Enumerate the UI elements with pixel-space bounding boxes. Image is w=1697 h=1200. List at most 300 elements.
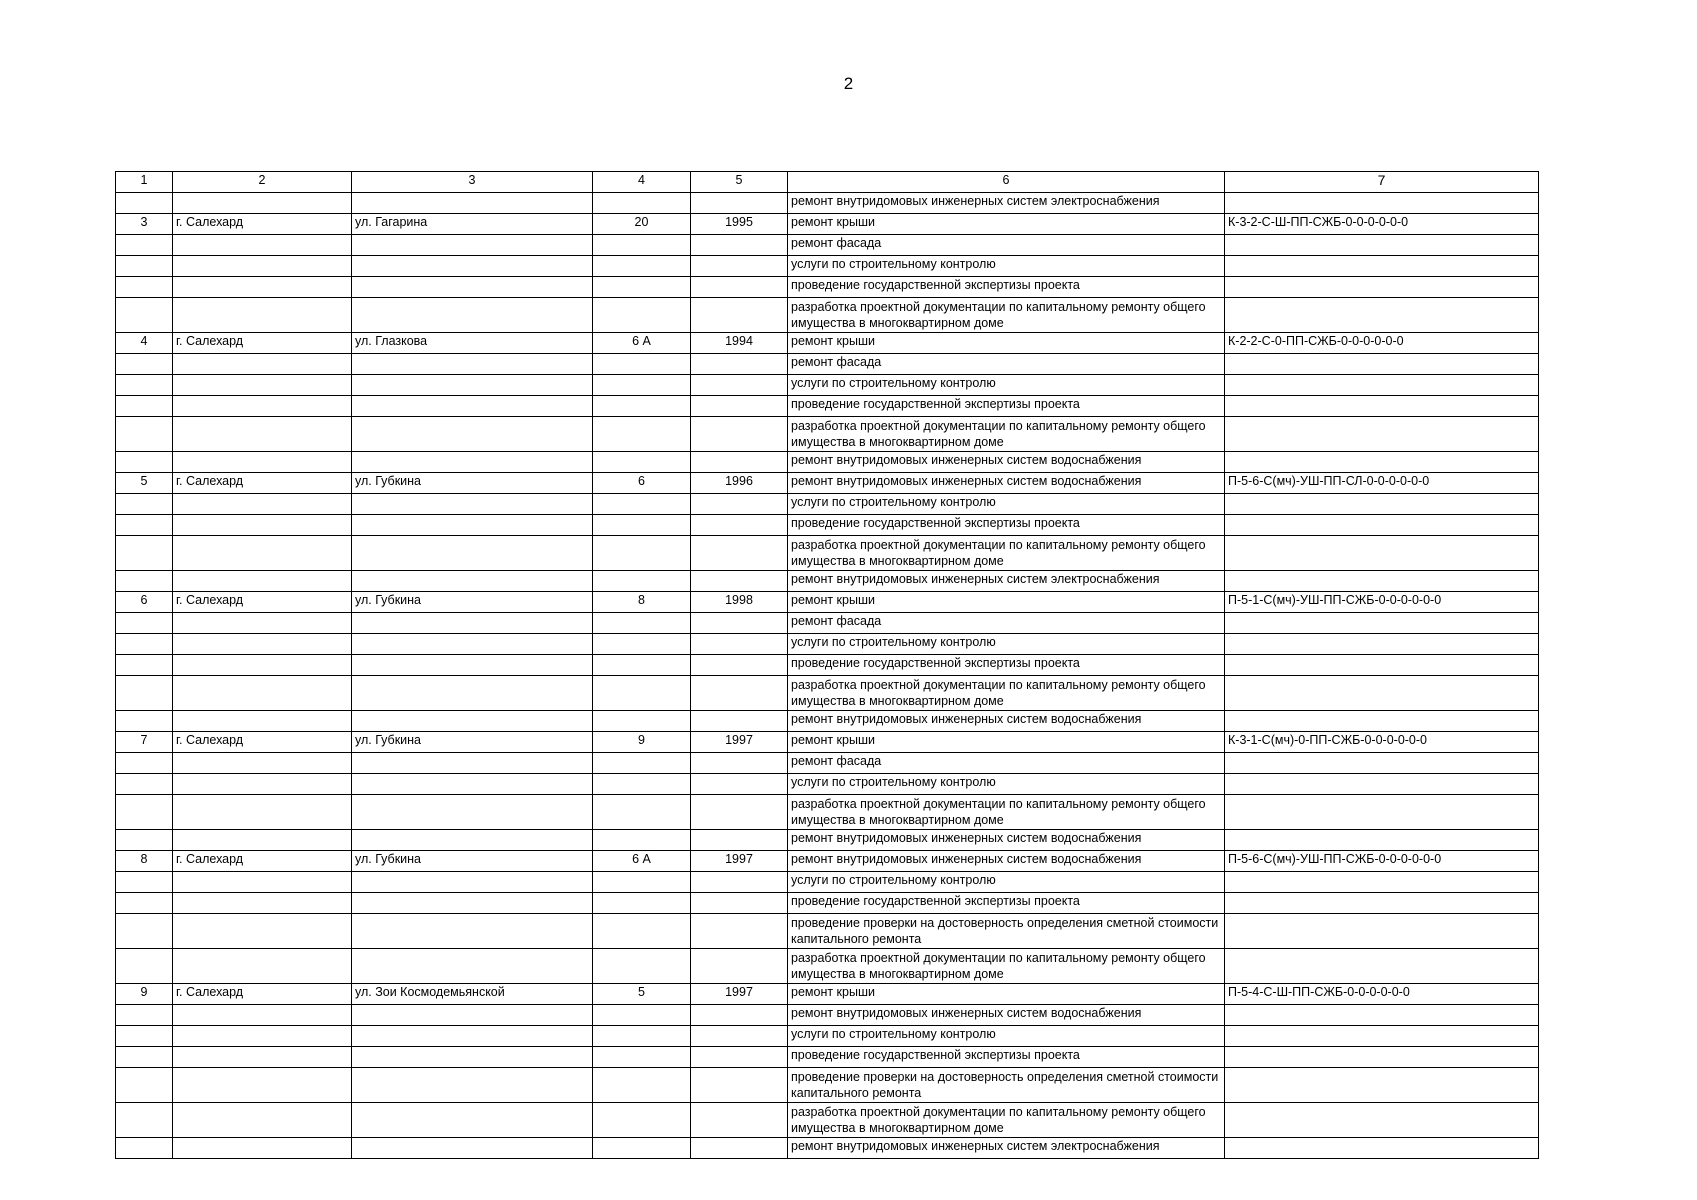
cell-work-type: ремонт внутридомовых инженерных систем водоснабжения [788, 711, 1225, 732]
header-cell: 4 [593, 172, 691, 193]
cell-street [352, 536, 593, 571]
cell-street [352, 375, 593, 396]
cell-street: ул. Гагарина [352, 214, 593, 235]
table-row [116, 1005, 1539, 1026]
cell-street: ул. Губкина [352, 473, 593, 494]
cell-building-code [1225, 655, 1539, 676]
cell-work-type: ремонт внутридомовых инженерных систем водоснабжения [788, 1005, 1225, 1026]
cell-index [116, 914, 173, 949]
cell-house-number: 6 А [593, 333, 691, 354]
table-row [116, 872, 1539, 893]
cell-work-type: проведение государственной экспертизы проекта [788, 655, 1225, 676]
cell-house-number [593, 795, 691, 830]
cell-work-type: ремонт фасада [788, 235, 1225, 256]
cell-house-number [593, 676, 691, 711]
cell-index [116, 1005, 173, 1026]
page-number: 2 [843, 74, 854, 93]
cell-index [116, 571, 173, 592]
cell-year [691, 396, 788, 417]
cell-year [691, 711, 788, 732]
cell-city [173, 298, 352, 333]
table-row [116, 774, 1539, 795]
cell-street [352, 753, 593, 774]
cell-work-type: разработка проектной документации по капитальному ремонту общего имущества в многоквартирном доме [788, 949, 1225, 984]
cell-year [691, 795, 788, 830]
cell-house-number [593, 1138, 691, 1159]
cell-index [116, 613, 173, 634]
cell-street [352, 774, 593, 795]
table-row [116, 298, 1539, 333]
cell-street [352, 914, 593, 949]
cell-index [116, 1047, 173, 1068]
table-row [116, 914, 1539, 949]
cell-street [352, 676, 593, 711]
cell-city [173, 676, 352, 711]
cell-city [173, 1005, 352, 1026]
table-row [116, 1026, 1539, 1047]
table-header [116, 172, 1539, 193]
cell-city: г. Салехард [173, 333, 352, 354]
cell-year [691, 872, 788, 893]
cell-house-number [593, 914, 691, 949]
cell-city [173, 536, 352, 571]
cell-building-code [1225, 256, 1539, 277]
cell-house-number [593, 830, 691, 851]
cell-building-code [1225, 571, 1539, 592]
cell-building-code [1225, 354, 1539, 375]
cell-year [691, 536, 788, 571]
table-row [116, 732, 1539, 753]
cell-year [691, 1005, 788, 1026]
cell-house-number [593, 613, 691, 634]
cell-city [173, 613, 352, 634]
cell-house-number [593, 774, 691, 795]
cell-year [691, 417, 788, 452]
cell-index: 6 [116, 592, 173, 613]
cell-index [116, 1026, 173, 1047]
table-row [116, 634, 1539, 655]
cell-year [691, 914, 788, 949]
cell-work-type: услуги по строительному контролю [788, 1026, 1225, 1047]
cell-index [116, 396, 173, 417]
cell-street: ул. Зои Космодемьянской [352, 984, 593, 1005]
cell-year [691, 1103, 788, 1138]
cell-city [173, 795, 352, 830]
cell-street [352, 1103, 593, 1138]
cell-building-code [1225, 298, 1539, 333]
cell-year [691, 893, 788, 914]
cell-year [691, 277, 788, 298]
cell-year [691, 375, 788, 396]
cell-index [116, 536, 173, 571]
cell-year [691, 1047, 788, 1068]
cell-city [173, 949, 352, 984]
cell-year [691, 949, 788, 984]
cell-work-type: проведение государственной экспертизы проекта [788, 1047, 1225, 1068]
cell-work-type: разработка проектной документации по капитальному ремонту общего имущества в многоквартирном доме [788, 417, 1225, 452]
cell-street [352, 417, 593, 452]
cell-street [352, 613, 593, 634]
table-row [116, 711, 1539, 732]
cell-building-code [1225, 914, 1539, 949]
table-row [116, 214, 1539, 235]
cell-year [691, 1026, 788, 1047]
cell-work-type: услуги по строительному контролю [788, 774, 1225, 795]
cell-year [691, 235, 788, 256]
cell-city [173, 452, 352, 473]
cell-city [173, 753, 352, 774]
cell-building-code: К-3-2-С-Ш-ПП-СЖБ-0-0-0-0-0-0 [1225, 214, 1539, 235]
table-row [116, 949, 1539, 984]
cell-building-code [1225, 193, 1539, 214]
cell-work-type: ремонт внутридомовых инженерных систем водоснабжения [788, 830, 1225, 851]
cell-street [352, 256, 593, 277]
cell-building-code [1225, 1026, 1539, 1047]
cell-index [116, 452, 173, 473]
cell-index: 7 [116, 732, 173, 753]
cell-city [173, 655, 352, 676]
cell-work-type: ремонт крыши [788, 333, 1225, 354]
cell-index [116, 193, 173, 214]
table-row [116, 1047, 1539, 1068]
cell-building-code: П-5-6-С(мч)-УШ-ПП-СЛ-0-0-0-0-0-0 [1225, 473, 1539, 494]
cell-index [116, 634, 173, 655]
header-cell: 5 [691, 172, 788, 193]
cell-index [116, 774, 173, 795]
cell-street [352, 396, 593, 417]
cell-house-number: 8 [593, 592, 691, 613]
cell-index: 9 [116, 984, 173, 1005]
cell-year: 1996 [691, 473, 788, 494]
cell-index [116, 830, 173, 851]
cell-building-code: П-5-1-С(мч)-УШ-ПП-СЖБ-0-0-0-0-0-0 [1225, 592, 1539, 613]
cell-building-code [1225, 774, 1539, 795]
cell-year [691, 655, 788, 676]
table-row [116, 851, 1539, 872]
cell-house-number [593, 634, 691, 655]
cell-city [173, 417, 352, 452]
cell-index [116, 676, 173, 711]
cell-street [352, 193, 593, 214]
cell-street [352, 795, 593, 830]
cell-building-code [1225, 277, 1539, 298]
cell-work-type: ремонт крыши [788, 592, 1225, 613]
cell-street: ул. Губкина [352, 592, 593, 613]
cell-year: 1997 [691, 851, 788, 872]
cell-work-type: ремонт фасада [788, 753, 1225, 774]
cell-building-code [1225, 452, 1539, 473]
table-row [116, 375, 1539, 396]
table-row [116, 1138, 1539, 1159]
cell-building-code [1225, 417, 1539, 452]
cell-street: ул. Глазкова [352, 333, 593, 354]
cell-index [116, 1138, 173, 1159]
header-cell: 6 [788, 172, 1225, 193]
cell-year [691, 1068, 788, 1103]
table-row [116, 655, 1539, 676]
cell-work-type: разработка проектной документации по капитальному ремонту общего имущества в многоквартирном доме [788, 795, 1225, 830]
cell-work-type: ремонт внутридомовых инженерных систем электроснабжения [788, 193, 1225, 214]
header-row [116, 172, 1539, 193]
cell-building-code [1225, 613, 1539, 634]
cell-year [691, 634, 788, 655]
cell-house-number: 5 [593, 984, 691, 1005]
cell-year: 1998 [691, 592, 788, 613]
cell-index: 3 [116, 214, 173, 235]
cell-index [116, 711, 173, 732]
cell-city [173, 277, 352, 298]
table-row [116, 830, 1539, 851]
cell-building-code [1225, 1103, 1539, 1138]
cell-work-type: проведение проверки на достоверность определения сметной стоимости капитального ремонта [788, 914, 1225, 949]
cell-year [691, 613, 788, 634]
cell-work-type: ремонт внутридомовых инженерных систем электроснабжения [788, 571, 1225, 592]
cell-work-type: ремонт внутридомовых инженерных систем водоснабжения [788, 473, 1225, 494]
cell-work-type: ремонт крыши [788, 732, 1225, 753]
cell-house-number [593, 753, 691, 774]
cell-index [116, 277, 173, 298]
cell-city [173, 354, 352, 375]
table-row [116, 893, 1539, 914]
cell-year [691, 774, 788, 795]
table-row [116, 333, 1539, 354]
cell-house-number [593, 893, 691, 914]
cell-city: г. Салехард [173, 473, 352, 494]
cell-city [173, 1026, 352, 1047]
table-row [116, 536, 1539, 571]
cell-house-number [593, 1026, 691, 1047]
cell-work-type: услуги по строительному контролю [788, 375, 1225, 396]
cell-house-number [593, 256, 691, 277]
cell-work-type: ремонт внутридомовых инженерных систем водоснабжения [788, 851, 1225, 872]
cell-index: 5 [116, 473, 173, 494]
cell-index: 8 [116, 851, 173, 872]
table-row [116, 473, 1539, 494]
cell-index [116, 872, 173, 893]
cell-year: 1994 [691, 333, 788, 354]
cell-building-code [1225, 634, 1539, 655]
cell-street: ул. Губкина [352, 851, 593, 872]
table-row [116, 592, 1539, 613]
table-row [116, 256, 1539, 277]
cell-street [352, 1026, 593, 1047]
cell-house-number [593, 655, 691, 676]
cell-index [116, 354, 173, 375]
cell-house-number [593, 277, 691, 298]
cell-street [352, 494, 593, 515]
cell-city: г. Салехард [173, 214, 352, 235]
cell-index [116, 753, 173, 774]
cell-year [691, 256, 788, 277]
cell-year [691, 571, 788, 592]
cell-work-type: разработка проектной документации по капитальному ремонту общего имущества в многоквартирном доме [788, 298, 1225, 333]
cell-house-number [593, 354, 691, 375]
cell-street [352, 1047, 593, 1068]
cell-building-code: П-5-6-С(мч)-УШ-ПП-СЖБ-0-0-0-0-0-0 [1225, 851, 1539, 872]
table-row [116, 396, 1539, 417]
cell-street [352, 711, 593, 732]
cell-street [352, 235, 593, 256]
cell-work-type: разработка проектной документации по капитальному ремонту общего имущества в многоквартирном доме [788, 1103, 1225, 1138]
cell-house-number [593, 298, 691, 333]
cell-index [116, 655, 173, 676]
table-row [116, 571, 1539, 592]
cell-year: 1997 [691, 732, 788, 753]
cell-house-number [593, 452, 691, 473]
cell-building-code [1225, 375, 1539, 396]
cell-year: 1997 [691, 984, 788, 1005]
cell-index [116, 1103, 173, 1138]
cell-work-type: ремонт внутридомовых инженерных систем электроснабжения [788, 1138, 1225, 1159]
cell-street [352, 515, 593, 536]
table-row [116, 193, 1539, 214]
cell-city [173, 634, 352, 655]
cell-street [352, 655, 593, 676]
cell-house-number [593, 396, 691, 417]
cell-work-type: разработка проектной документации по капитальному ремонту общего имущества в многоквартирном доме [788, 676, 1225, 711]
cell-year [691, 676, 788, 711]
table-row [116, 515, 1539, 536]
cell-city [173, 872, 352, 893]
cell-building-code: П-5-4-С-Ш-ПП-СЖБ-0-0-0-0-0-0 [1225, 984, 1539, 1005]
cell-year [691, 830, 788, 851]
cell-house-number [593, 1005, 691, 1026]
cell-house-number [593, 1103, 691, 1138]
cell-year [691, 494, 788, 515]
cell-street [352, 949, 593, 984]
cell-year [691, 354, 788, 375]
cell-city [173, 711, 352, 732]
cell-building-code [1225, 872, 1539, 893]
cell-house-number [593, 536, 691, 571]
cell-building-code [1225, 235, 1539, 256]
table-row [116, 452, 1539, 473]
cell-house-number: 6 А [593, 851, 691, 872]
cell-city [173, 1068, 352, 1103]
cell-work-type: ремонт крыши [788, 214, 1225, 235]
header-cell: 3 [352, 172, 593, 193]
cell-work-type: ремонт крыши [788, 984, 1225, 1005]
cell-city [173, 256, 352, 277]
cell-index [116, 417, 173, 452]
cell-building-code: К-3-1-С(мч)-0-ПП-СЖБ-0-0-0-0-0-0 [1225, 732, 1539, 753]
table-body [116, 193, 1539, 1159]
cell-street [352, 354, 593, 375]
cell-index [116, 1068, 173, 1103]
cell-index [116, 795, 173, 830]
cell-house-number [593, 375, 691, 396]
cell-year [691, 1138, 788, 1159]
cell-house-number [593, 515, 691, 536]
cell-work-type: услуги по строительному контролю [788, 494, 1225, 515]
cell-street: ул. Губкина [352, 732, 593, 753]
cell-house-number [593, 494, 691, 515]
cell-year [691, 193, 788, 214]
cell-house-number [593, 193, 691, 214]
cell-year [691, 753, 788, 774]
cell-house-number [593, 872, 691, 893]
cell-building-code [1225, 1047, 1539, 1068]
cell-building-code [1225, 536, 1539, 571]
cell-index [116, 256, 173, 277]
cell-year [691, 298, 788, 333]
cell-building-code [1225, 795, 1539, 830]
cell-house-number: 6 [593, 473, 691, 494]
cell-city [173, 830, 352, 851]
cell-building-code [1225, 396, 1539, 417]
cell-street [352, 893, 593, 914]
cell-index [116, 515, 173, 536]
cell-building-code [1225, 515, 1539, 536]
table-row [116, 753, 1539, 774]
table-row [116, 235, 1539, 256]
repair-schedule-table-wrap [115, 171, 1539, 1159]
cell-building-code [1225, 1138, 1539, 1159]
table-row [116, 354, 1539, 375]
cell-work-type: ремонт фасада [788, 613, 1225, 634]
cell-house-number [593, 417, 691, 452]
cell-work-type: проведение государственной экспертизы проекта [788, 277, 1225, 298]
cell-house-number [593, 949, 691, 984]
cell-work-type: проведение государственной экспертизы проекта [788, 893, 1225, 914]
cell-index [116, 494, 173, 515]
table-row [116, 1068, 1539, 1103]
cell-street [352, 830, 593, 851]
cell-street [352, 1068, 593, 1103]
cell-work-type: услуги по строительному контролю [788, 256, 1225, 277]
cell-house-number [593, 571, 691, 592]
cell-index: 4 [116, 333, 173, 354]
cell-house-number: 20 [593, 214, 691, 235]
cell-city [173, 914, 352, 949]
cell-building-code [1225, 676, 1539, 711]
header-cell: 7 [1225, 172, 1539, 193]
cell-house-number: 9 [593, 732, 691, 753]
cell-city [173, 893, 352, 914]
cell-street [352, 1005, 593, 1026]
table-row [116, 417, 1539, 452]
cell-street [352, 298, 593, 333]
cell-work-type: услуги по строительному контролю [788, 634, 1225, 655]
cell-city [173, 375, 352, 396]
cell-city [173, 571, 352, 592]
table-row [116, 494, 1539, 515]
header-cell: 1 [116, 172, 173, 193]
cell-street [352, 1138, 593, 1159]
cell-street [352, 872, 593, 893]
cell-building-code [1225, 893, 1539, 914]
table-row [116, 613, 1539, 634]
cell-building-code [1225, 1068, 1539, 1103]
cell-street [352, 452, 593, 473]
cell-building-code [1225, 1005, 1539, 1026]
cell-city [173, 235, 352, 256]
cell-house-number [593, 1047, 691, 1068]
cell-city: г. Салехард [173, 732, 352, 753]
table-row [116, 676, 1539, 711]
cell-building-code [1225, 711, 1539, 732]
cell-building-code [1225, 830, 1539, 851]
table-row [116, 277, 1539, 298]
cell-city [173, 1103, 352, 1138]
cell-house-number [593, 1068, 691, 1103]
table-row [116, 795, 1539, 830]
cell-work-type: проведение проверки на достоверность определения сметной стоимости капитального ремонта [788, 1068, 1225, 1103]
repair-schedule-table [115, 171, 1539, 1159]
cell-building-code [1225, 949, 1539, 984]
cell-index [116, 893, 173, 914]
cell-street [352, 277, 593, 298]
